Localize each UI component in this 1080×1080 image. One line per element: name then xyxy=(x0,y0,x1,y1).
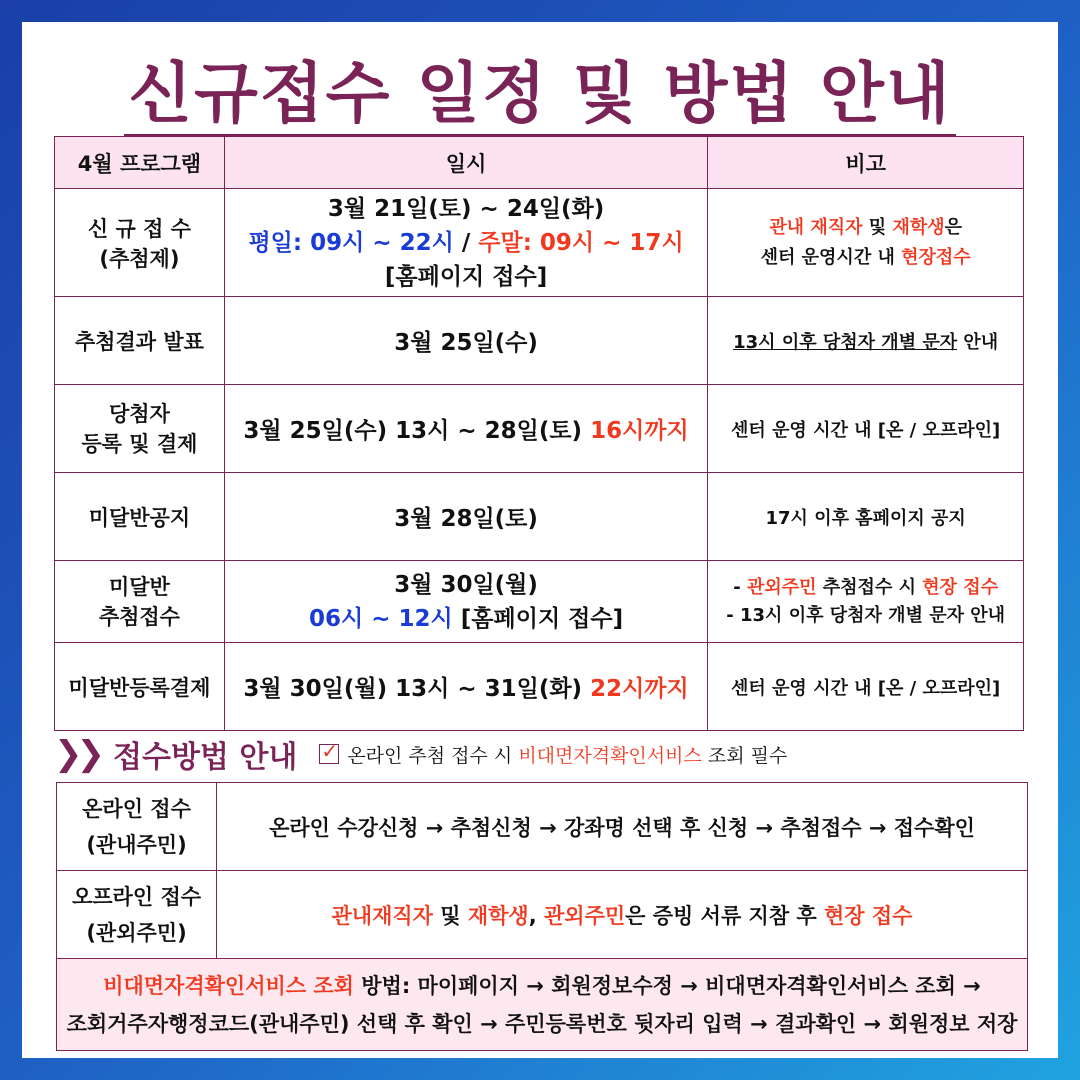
note-cell: 17시 이후 홈페이지 공지 xyxy=(708,473,1024,561)
table-row xyxy=(55,385,1024,473)
header-date: 일시 xyxy=(224,137,707,189)
method-label-offline: 오프라인 접수 (관외주민) xyxy=(57,871,217,959)
section-title: 접수방법 안내 xyxy=(112,740,298,775)
header-program: 4월 프로그램 xyxy=(55,137,225,189)
date-cell: 3월 21일(토) ~ 24일(화) 평일: 09시 ~ 22시 / 주말: 09시 ~ 17시 [홈페이지 접수] xyxy=(224,189,707,297)
program-cell: 미달반등록결제 xyxy=(55,643,225,731)
program-cell: 미달반공지 xyxy=(55,473,225,561)
note-cell: 13시 이후 당첨자 개별 문자 안내 xyxy=(708,297,1024,385)
program-cell: 신 규 접 수 (추첨제) xyxy=(55,189,225,297)
note-cell: 센터 운영 시간 내 [온 / 오프라인] xyxy=(708,643,1024,731)
section-note: 온라인 추첨 접수 시 비대면자격확인서비스 조회 필수 xyxy=(347,744,788,767)
date-cell: 3월 25일(수) xyxy=(224,297,707,385)
table-row xyxy=(57,871,1028,959)
method-footnote: 비대면자격확인서비스 조회 방법: 마이페이지 → 회원정보수정 → 비대면자격확인서비스 조회 → 조회거주자행정코드(관내주민) 선택 후 확인 → 주민등록번호 뒷자리 입력 → 결과확인 → 회원정보 저장 xyxy=(57,959,1028,1051)
table-row xyxy=(55,561,1024,643)
checkbox-icon xyxy=(319,744,339,764)
header-note: 비고 xyxy=(708,137,1024,189)
table-header-row xyxy=(55,137,1024,189)
page-title: 신규접수 일정 및 방법 안내 xyxy=(22,40,1058,135)
double-chevron-right-icon: ❯❯ xyxy=(54,734,99,774)
notice-card xyxy=(22,22,1058,1058)
table-row xyxy=(55,189,1024,297)
table-row xyxy=(57,783,1028,871)
date-cell: 3월 30일(월) 06시 ~ 12시 [홈페이지 접수] xyxy=(224,561,707,643)
method-label-online: 온라인 접수 (관내주민) xyxy=(57,783,217,871)
table-row xyxy=(55,643,1024,731)
note-cell: 관내 재직자 및 재학생은 센터 운영시간 내 현장접수 xyxy=(708,189,1024,297)
table-row xyxy=(57,959,1028,1051)
program-cell: 당첨자 등록 및 결제 xyxy=(55,385,225,473)
program-cell: 미달반 추첨접수 xyxy=(55,561,225,643)
method-online-steps: 온라인 수강신청 → 추첨신청 → 강좌명 선택 후 신청 → 추첨접수 → 접수확인 xyxy=(217,783,1028,871)
method-offline-steps: 관내재직자 및 재학생, 관외주민은 증빙 서류 지참 후 현장 접수 xyxy=(217,871,1028,959)
table-row xyxy=(55,297,1024,385)
date-cell: 3월 28일(토) xyxy=(224,473,707,561)
note-cell: - 관외주민 추첨접수 시 현장 접수 - 13시 이후 당첨자 개별 문자 안내 xyxy=(708,561,1024,643)
date-cell: 3월 25일(수) 13시 ~ 28일(토) 16시까지 xyxy=(224,385,707,473)
note-cell: 센터 운영 시간 내 [온 / 오프라인] xyxy=(708,385,1024,473)
table-row xyxy=(55,473,1024,561)
method-table xyxy=(56,782,1028,1051)
program-cell: 추첨결과 발표 xyxy=(55,297,225,385)
section-header xyxy=(54,734,1024,774)
date-cell: 3월 30일(월) 13시 ~ 31일(화) 22시까지 xyxy=(224,643,707,731)
schedule-table xyxy=(54,136,1024,731)
